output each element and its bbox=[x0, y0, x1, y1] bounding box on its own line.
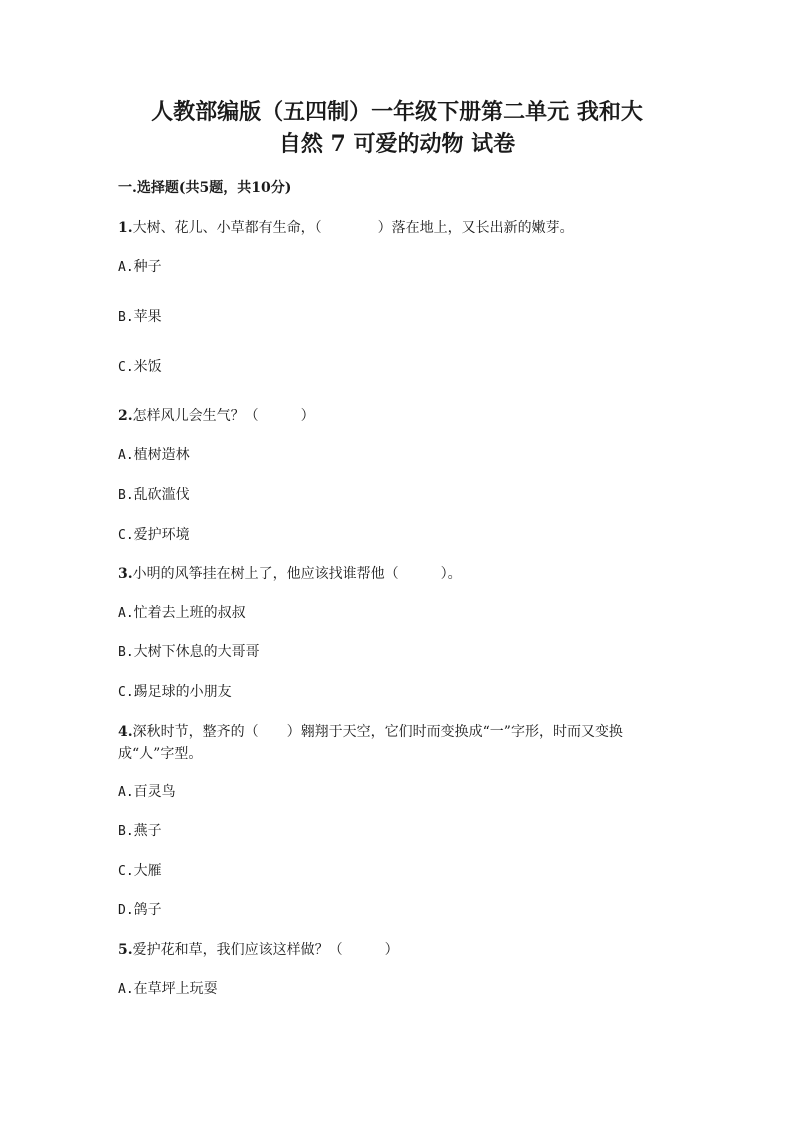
option-letter: C. bbox=[118, 864, 134, 879]
option-letter: A. bbox=[118, 448, 134, 463]
question-number: 1. bbox=[118, 220, 133, 236]
option-text: 大树下休息的大哥哥 bbox=[133, 644, 260, 660]
option-text: 植树造林 bbox=[133, 447, 190, 463]
option-letter: C. bbox=[118, 528, 134, 543]
question-1 bbox=[118, 217, 678, 239]
option-letter: B. bbox=[118, 645, 134, 660]
option-letter: B. bbox=[118, 488, 134, 503]
option-4d bbox=[118, 900, 162, 921]
question-2 bbox=[118, 405, 678, 427]
exam-title-line-2: 自然 7 可爱的动物 试卷 bbox=[278, 131, 516, 157]
option-text: 燕子 bbox=[133, 823, 162, 839]
section-heading: 一.选择题(共5题，共10分) bbox=[118, 180, 292, 196]
option-2a bbox=[118, 445, 190, 466]
question-text: 小明的风筝挂在树上了，他应该找谁帮他（ ）。 bbox=[132, 566, 462, 582]
option-text: 踢足球的小朋友 bbox=[133, 684, 232, 700]
option-letter: B. bbox=[118, 824, 134, 839]
option-2b bbox=[118, 485, 190, 506]
question-text: 深秋时节，整齐的（ ）翱翔于天空，它们时而变换成“一”字形，时而又变换成“人”字型。 bbox=[118, 724, 623, 762]
option-3b bbox=[118, 642, 260, 663]
question-number: 3. bbox=[118, 566, 133, 582]
option-letter: C. bbox=[118, 685, 134, 700]
option-1b bbox=[118, 307, 162, 328]
option-text: 忙着去上班的叔叔 bbox=[133, 605, 246, 621]
question-3 bbox=[118, 563, 678, 585]
option-text: 鸽子 bbox=[133, 902, 162, 918]
question-text: 大树、花儿、小草都有生命，（ ）落在地上，又长出新的嫩芽。 bbox=[132, 220, 574, 236]
option-text: 乱砍滥伐 bbox=[133, 487, 190, 503]
option-letter: B. bbox=[118, 310, 134, 325]
option-letter: A. bbox=[118, 606, 134, 621]
option-text: 爱护环境 bbox=[133, 527, 190, 543]
option-1a bbox=[118, 257, 162, 278]
option-text: 种子 bbox=[133, 259, 162, 275]
option-letter: A. bbox=[118, 982, 134, 997]
option-letter: A. bbox=[118, 785, 134, 800]
option-text: 米饭 bbox=[133, 359, 162, 375]
question-number: 5. bbox=[118, 942, 133, 958]
option-5a bbox=[118, 979, 218, 1000]
option-text: 在草坪上玩耍 bbox=[133, 981, 218, 997]
option-text: 百灵鸟 bbox=[133, 784, 176, 800]
option-4c bbox=[118, 861, 162, 882]
option-3c bbox=[118, 682, 232, 703]
question-number: 4. bbox=[118, 724, 133, 740]
option-letter: A. bbox=[118, 260, 134, 275]
question-number: 2. bbox=[118, 408, 133, 424]
option-4a bbox=[118, 782, 176, 803]
option-1c bbox=[118, 357, 162, 378]
option-text: 苹果 bbox=[133, 309, 162, 325]
exam-title bbox=[120, 96, 674, 160]
question-text: 怎样风儿会生气？（ ） bbox=[132, 408, 315, 424]
question-4 bbox=[118, 721, 674, 765]
question-5 bbox=[118, 939, 678, 961]
option-text: 大雁 bbox=[133, 863, 162, 879]
exam-title-line-1: 人教部编版（五四制）一年级下册第二单元 我和大 bbox=[151, 99, 643, 125]
option-4b bbox=[118, 821, 162, 842]
question-text: 爱护花和草，我们应该这样做？（ ） bbox=[132, 942, 399, 958]
option-3a bbox=[118, 603, 246, 624]
option-letter: C. bbox=[118, 360, 134, 375]
option-letter: D. bbox=[118, 903, 134, 918]
option-2c bbox=[118, 525, 190, 546]
